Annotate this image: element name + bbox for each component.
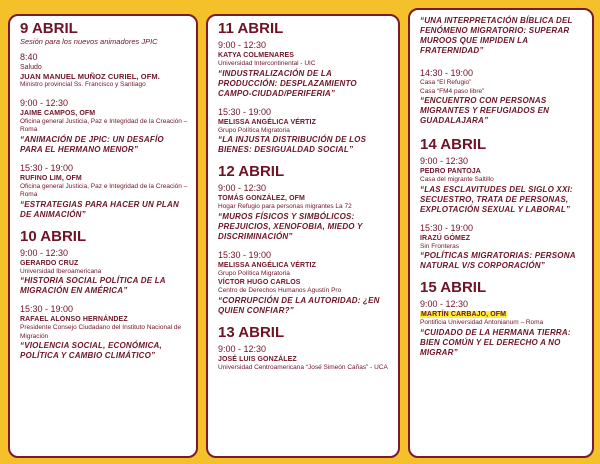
event-time: 9:00 - 12:30 [218, 40, 267, 50]
event-speaker: RUFINO LIM, OFM [20, 174, 82, 182]
event-time: 9:00 - 12:30 [20, 97, 69, 108]
event-time: 9:00 - 12:30 [218, 343, 267, 354]
panel-right [408, 8, 594, 458]
event-title: “ESTRATEGIAS PARA HACER UN PLAN DE ANIMACIÓN” [20, 199, 179, 219]
event-institution: Grupo Política Migratoria [218, 126, 290, 134]
schedule-event [218, 183, 390, 242]
event-time: 15:30 - 19:00 [218, 249, 272, 260]
event-title: “HISTORIA SOCIAL POLÍTICA DE LA MIGRACIÓN EN AMÉRICA” [20, 276, 166, 295]
event-institution: Oficina general Justicia, Paz e Integridad de la Creación – Roma [20, 182, 188, 198]
event-title: “ANIMACIÓN DE JPIC: UN DESAFÍO PARA EL HERMANO MENOR” [20, 134, 164, 154]
schedule-event [420, 156, 584, 215]
event-institution: Grupo Política Migratoria [218, 269, 290, 277]
event-time: 9:00 - 12:30 [420, 156, 469, 166]
event-institution: Centro de Derechos Humanos Agustín Pro [218, 287, 342, 294]
event-time: 9:00 - 12:30 [420, 299, 469, 309]
event-title: “VIOLENCIA SOCIAL, ECONÓMICA, POLÍTICA Y CAMBIO CLIMÁTICO” [20, 341, 162, 360]
event-institution: Universidad Intercontinental - UIC [218, 60, 316, 67]
schedule-event [218, 250, 390, 316]
event-speaker: JAIME CAMPOS, OFM [20, 109, 96, 117]
event-speaker: VÍCTOR HUGO CARLOS [218, 279, 301, 286]
event-title: “CORRUPCIÓN DE LA AUTORIDAD: ¿EN QUIEN CONFIAR?” [218, 295, 380, 315]
event-speaker: MELISSA ANGÉLICA VÉRTIZ [218, 118, 316, 126]
event-time: 9:00 - 12:30 [218, 183, 267, 193]
schedule-event [420, 299, 584, 358]
schedule-event [218, 40, 390, 99]
event-title: “CUIDADO DE LA HERMANA TIERRA: BIEN COMÚN Y EL DERECHO A NO MIGRAR” [420, 327, 571, 357]
event-title: “POLÍTICAS MIGRATORIAS: PERSONA NATURAL V/S CORPORACIÓN” [420, 251, 576, 270]
event-speaker: RAFAEL ALONSO HERNÁNDEZ [20, 316, 128, 323]
event-institution: Casa “FM4 paso libre” [420, 87, 485, 95]
day-heading: 11 ABRIL [218, 20, 284, 37]
event-time: 9:00 - 12:30 [20, 247, 69, 258]
schedule-event [218, 107, 390, 156]
event-institution: Sin Fronteras [420, 242, 460, 250]
panel-left [8, 14, 198, 458]
event-institution: Casa del migrante Saltillo [420, 176, 494, 183]
event-institution: Casa “El Refugio” [420, 79, 472, 86]
day-heading: 14 ABRIL [420, 136, 487, 153]
schedule-event [420, 223, 584, 272]
schedule-event [420, 68, 584, 126]
schedule-event [420, 16, 584, 56]
event-time: 14:30 - 19:00 [420, 68, 474, 78]
day-heading: 13 ABRIL [218, 323, 285, 341]
event-title: “UNA INTERPRETACIÓN BÍBLICA DEL FENÓMENO MIGRATORIO: SUPERAR MUROOS QUE IMPIDEN LA FRATERNIDAD” [420, 16, 573, 55]
day-subtitle: Sesión para los nuevos animadores JPIC [20, 37, 158, 46]
event-institution: Pontificia Universidad Antonianum – Roma [420, 319, 544, 326]
event-title: “ENCUENTRO CON PERSONAS MIGRANTES Y REFUGIADOS EN GUADALAJARA” [420, 96, 550, 125]
event-title: “LAS ESCLAVITUDES DEL SIGLO XXI: SECUESTRO, TRATA DE PERSONAS, EXPLOTACIÓN SEXUAL Y LABORAL” [420, 184, 573, 214]
event-time: 15:30 - 19:00 [20, 162, 74, 173]
day-heading: 9 ABRIL [20, 20, 78, 37]
schedule-event [218, 344, 390, 373]
day-heading: 15 ABRIL [420, 279, 487, 296]
event-speaker: GERARDO CRUZ [20, 259, 79, 267]
day-heading: 10 ABRIL [20, 227, 87, 245]
event-speaker [420, 310, 584, 319]
event-institution: Presidente Consejo Ciudadano del Instituto Nacional de Migración [20, 324, 182, 340]
highlighted-speaker-name: MARTÍN CARBAJO, OFM [421, 311, 507, 318]
schedule-event [20, 248, 188, 297]
event-title: “MUROS FÍSICOS Y SIMBÓLICOS: PREJUICIOS, XENOFOBIA, MIEDO Y DISCRIMINACIÓN” [218, 211, 363, 241]
event-institution: Hogar Refugio para personas migrantes La 72 [218, 203, 352, 210]
event-time: 15:30 - 19:00 [420, 222, 474, 233]
event-institution: Universidad Iberoamericana [20, 267, 102, 275]
schedule-event [20, 163, 188, 220]
schedule-event [20, 98, 188, 155]
event-time: 15:30 - 19:00 [20, 304, 74, 314]
event-label: Saludo [20, 64, 42, 71]
event-title: “INDUSTRALIZACIÓN DE LA PRODUCCIÓN: DESPLAZAMIENTO CAMPO-CIUDAD/PERIFERIA” [218, 68, 357, 98]
event-speaker: TOMÁS GONZÁLEZ, OFM [218, 195, 305, 202]
panel-middle [206, 14, 400, 458]
event-institution: Ministro provincial Ss. Francisco y Santiago [20, 81, 146, 88]
event-speaker: IRAZÚ GÓMEZ [420, 234, 471, 242]
event-time: 15:30 - 19:00 [218, 106, 272, 117]
day-heading: 12 ABRIL [218, 163, 285, 180]
event-institution: Universidad Centroamericana “José Simeón Cañas” - UCA [218, 363, 388, 371]
event-speaker: KATYA COLMENARES [218, 52, 295, 59]
schedule-event [20, 304, 188, 361]
event-speaker: PEDRO PANTOJA [420, 168, 481, 175]
schedule-event [20, 52, 188, 90]
event-title: “LA INJUSTA DISTRIBUCIÓN DE LOS BIENES: DESIGUALDAD SOCIAL” [218, 135, 367, 154]
event-speaker: JUAN MANUEL MUÑOZ CURIEL, OFM. [20, 72, 160, 81]
event-time: 8:40 [20, 52, 38, 62]
event-speaker: JOSÉ LUIS GONZÁLEZ [218, 355, 297, 363]
event-institution: Oficina general Justicia, Paz e Integridad de la Creación – Roma [20, 117, 188, 133]
event-speaker: MELISSA ANGÉLICA VÉRTIZ [218, 261, 316, 269]
